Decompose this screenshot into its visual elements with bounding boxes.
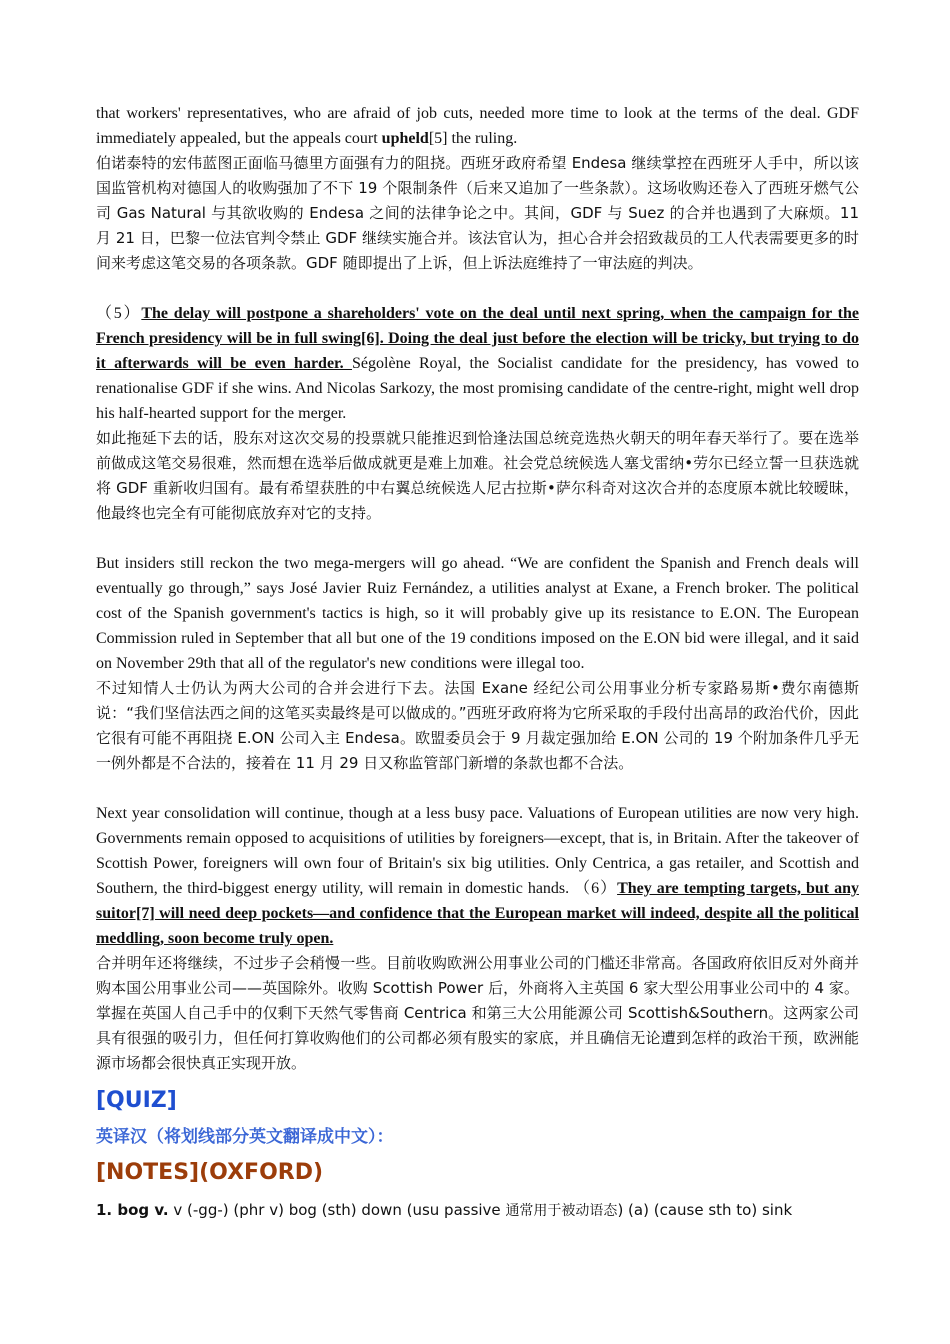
- quiz-instruction: 英译汉（将划线部分英文翻译成中文）：: [96, 1127, 394, 1147]
- paragraph-3-chinese: 不过知情人士仍认为两大公司的合并会进行下去。法国 Exane 经纪公司公用事业分析专家路易斯•费尔南德斯说：“我们坚信法西之间的这笔买卖最终是可以做成的。”西班牙政府将为它所采取的手段付出高昂的政治代价，因此它很有可能不再阻挠 E.ON 公司入主 Endesa。欧盟委员会于 9 月裁定强加给 E.ON 公司的 19 个附加条件几乎无一例外都是不合法的，接着在 11 月 29 日又称监管部门新增的条款也都不合法。: [96, 679, 859, 772]
- underlined-sentence-6: They are tempting targets, but any suitor[7] will need deep pockets—and confidence that the European market will indeed, despite all the political meddling, soon become truly open.: [96, 880, 859, 947]
- notes-heading: [NOTES](OXFORD): [96, 1160, 324, 1185]
- text: that workers' representatives, who are afraid of job cuts, needed more time to look at the terms of the deal. GDF immediately appealed, but the appeals court: [96, 105, 859, 147]
- underlined-sentence-5: The delay will postpone a shareholders' vote on the deal until next spring, when the campaign for the French presidency will be in full swing[6]. Doing the deal just before the election will be tricky, but trying to do it afterwards will be even harder.: [96, 305, 859, 372]
- quiz-heading: [QUIZ]: [96, 1088, 177, 1113]
- note-headword: 1. bog v.: [96, 1201, 169, 1219]
- question-number-5: （5）: [96, 305, 142, 322]
- text: [5] the ruling.: [428, 130, 518, 147]
- note-text-tail: ) (a) (cause sth to) sink: [617, 1201, 793, 1219]
- paragraph-2-chinese: 如此拖延下去的话，股东对这次交易的投票就只能推迟到恰逢法国总统竞选热火朝天的明年春天举行了。要在选举前做成这笔交易很难，然而想在选举后做成就更是难上加难。社会党总统候选人塞戈雷纳•劳尔已经立誓一旦获选就将 GDF 重新收归国有。最有希望获胜的中右翼总统候选人尼古拉斯•萨尔科奇对这次合并的态度原本就比较暧昧，他最终也完全有可能彻底放弃对它的支持。: [96, 429, 859, 522]
- text: Next year consolidation will continue, though at a less busy pace. Valuations of European utilities are now very high. Governments remain opposed to acquisitions of utilities by foreigners—except, that is, in Britain. After the takeover of Scottish Power, foreigners will own four of Britain's six big utilities. Only Centrica, a gas retailer, and Scottish and Southern, the third-biggest energy utility, will remain in domestic hands. （6）: [96, 805, 859, 897]
- note-chinese: 通常用于被动语态: [505, 1203, 618, 1219]
- paragraph-2-english: [96, 301, 859, 426]
- vocab-upheld: upheld: [381, 130, 429, 147]
- paragraph-3-english: But insiders still reckon the two mega-mergers will go ahead. “We are confident the Spanish and French deals will eventually go through,” says José Javier Ruiz Fernández, a utilities analyst at Exane, a French broker. The political cost of the Spanish government's tactics is high, so it will probably give up its resistance to E.ON. The European Commission ruled in September that all but one of the 19 conditions imposed on the E.ON bid were illegal, and it said on November 29th that all of the regulator's new conditions were illegal too.: [96, 555, 859, 672]
- text: Ségolène Royal, the Socialist candidate for the presidency, has vowed to renationalise GDF if she wins. And Nicolas Sarkozy, the most promising candidate of the centre-right, might well drop his half-hearted support for the merger.: [96, 355, 860, 422]
- paragraph-1-english: [96, 101, 859, 151]
- paragraph-1-chinese: 伯诺泰特的宏伟蓝图正面临马德里方面强有力的阻挠。西班牙政府希望 Endesa 继续掌控在西班牙人手中，所以该国监管机构对德国人的收购强加了不下 19 个限制条件（后来又追加了一些条款）。这场收购还卷入了西班牙燃气公司 Gas Natural 与其欲收购的 Endesa 之间的法律争论之中。其间，GDF 与 Suez 的合并也遇到了大麻烦。11 月 21 日，巴黎一位法官判令禁止 GDF 继续实施合并。该法官认为，担心合并会招致裁员的工人代表需要更多的时间来考虑这笔交易的各项条款。GDF 随即提出了上诉，但上诉法庭维持了一审法庭的判决。: [96, 154, 859, 272]
- paragraph-4-chinese: 合并明年还将继续，不过步子会稍慢一些。目前收购欧洲公用事业公司的门槛还非常高。各国政府依旧反对外商并购本国公用事业公司——英国除外。收购 Scottish Power 后，外商将入主英国 6 家大型公用事业公司中的 4 家。掌握在英国人自己手中的仅剩下天然气零售商 Centrica 和第三大公用能源公司 Scottish&Southern。这两家公司具有很强的吸引力，但任何打算收购他们的公司都必须有殷实的家底，并且确信无论遭到怎样的政治干预，欧洲能源市场都会很快真正实现开放。: [96, 954, 859, 1072]
- note-entry-bog: [96, 1198, 859, 1223]
- note-text: v (-gg-) (phr v) bog (sth) down (usu passive: [168, 1201, 506, 1219]
- document-page: [96, 101, 859, 1223]
- paragraph-4-english: [96, 801, 859, 951]
